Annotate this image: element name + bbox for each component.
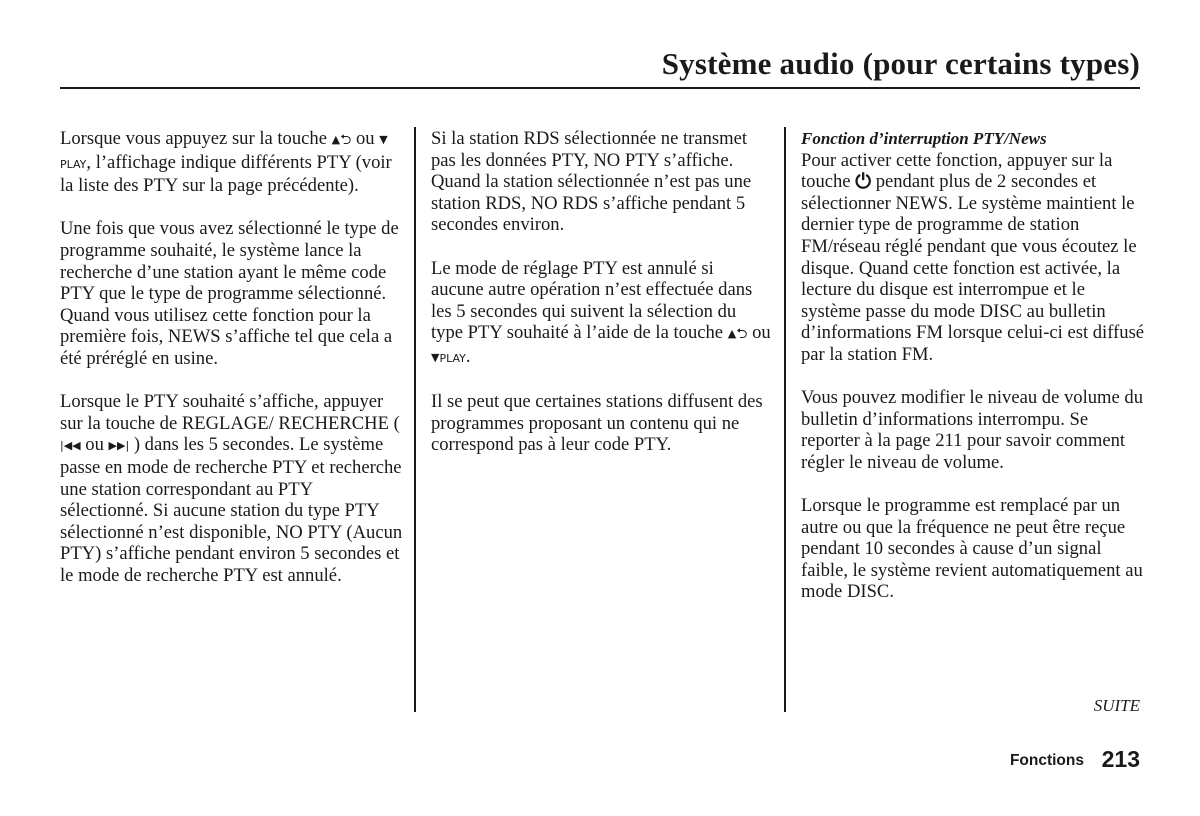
text: Pour activer cette fonction, appuyer sur la touche [801, 149, 1113, 193]
text: Lorsque vous appuyez sur la touche [60, 128, 327, 149]
paragraph [60, 128, 404, 197]
play-label-icon: PLAY [439, 351, 466, 365]
skip-forward-icon: ▶▶| [108, 439, 130, 453]
power-icon: ⏻ [855, 169, 872, 194]
paragraph: Une fois que vous avez sélectionné le type de programme souhaité, le système lance la recherche d’une station ayant le même code PTY que le type de programme sélectionné. Quand vous utilisez cette fonction pour la première fois, NEWS s’affiche tel que cela a été préréglé en usine. [60, 218, 399, 369]
section-label: Fonctions [1009, 752, 1084, 769]
title-rule [60, 87, 1140, 89]
return-icon: ⮌ [736, 326, 748, 343]
down-arrow-icon: ▼ [431, 350, 440, 364]
text: Le mode de réglage PTY est annulé si aucune autre opération n’est effectuée dans les 5 secondes qui suivent la sélection du type PTY souhaité à l’aide de la touche [431, 257, 753, 344]
text: pendant plus de 2 secondes et sélectionner NEWS. Le système maintient le dernier type de programme de station FM/réseau réglé pendant que vous écoutez le disque. Quand cette fonction est activée, la lecture du disque est interrompue et le système passe du mode DISC au bulletin d’informations FM lorsque celui-ci est diffusé par la station FM. [801, 171, 1145, 365]
section-subheading: Fonction d’interruption PTY/News [801, 129, 1047, 148]
up-arrow-icon: ▲ [727, 327, 737, 341]
page-number: 213 [1101, 746, 1140, 772]
text: Lorsque le PTY souhaité s’affiche, appuyer sur la touche de REGLAGE/ RECHERCHE ( [60, 391, 400, 434]
column-divider [414, 127, 416, 712]
down-arrow-icon: ▼ [379, 133, 388, 146]
text: , l’affichage indique différents PTY (voir la liste des PTY sur la page précédente). [60, 151, 392, 197]
paragraph: Si la station RDS sélectionnée ne transmet pas les données PTY, NO PTY s’affiche. Quand la station sélectionnée n’est pas une station RDS, NO RDS s’affiche pendant 5 secondes environ. [431, 128, 752, 236]
paragraph [431, 258, 771, 370]
column-3 [801, 128, 1145, 625]
paragraph [60, 391, 404, 586]
text: . [465, 345, 471, 367]
continued-label: SUITE [1093, 696, 1140, 715]
return-icon: ⮌ [340, 132, 352, 148]
text: ) dans les 5 secondes. Le système passe en mode de recherche PTY et recherche une station correspondant au PTY sélectionné. Si aucune station du type PTY sélectionné n’est disponible, NO PTY (Aucun PTY) s’affiche pendant environ 5 secondes et le mode de recherche PTY est annulé. [60, 434, 403, 586]
paragraph: Lorsque le programme est remplacé par un autre ou que la fréquence ne peut être reçue pendant 10 secondes à cause d’un signal faible, le système revient automatiquement au mode DISC. [801, 495, 1143, 603]
text: ou [85, 434, 104, 456]
column-2 [431, 128, 771, 478]
page-title: Système audio (pour certains types) [661, 46, 1140, 81]
skip-back-icon: |◀◀ [60, 439, 81, 453]
text: ou [355, 128, 375, 149]
text: ou [752, 322, 771, 344]
column-1 [60, 128, 404, 608]
column-divider [784, 127, 786, 712]
play-label-icon: PLAY [60, 157, 87, 171]
paragraph [801, 150, 1145, 366]
paragraph: Vous pouvez modifier le niveau de volume du bulletin d’informations interrompu. Se reporter à la page 211 pour savoir comment régler le niveau de volume. [801, 387, 1144, 473]
paragraph: Il se peut que certaines stations diffusent des programmes proposant un contenu qui ne correspond pas à leur code PTY. [431, 391, 763, 456]
up-arrow-icon: ▲ [331, 133, 341, 146]
